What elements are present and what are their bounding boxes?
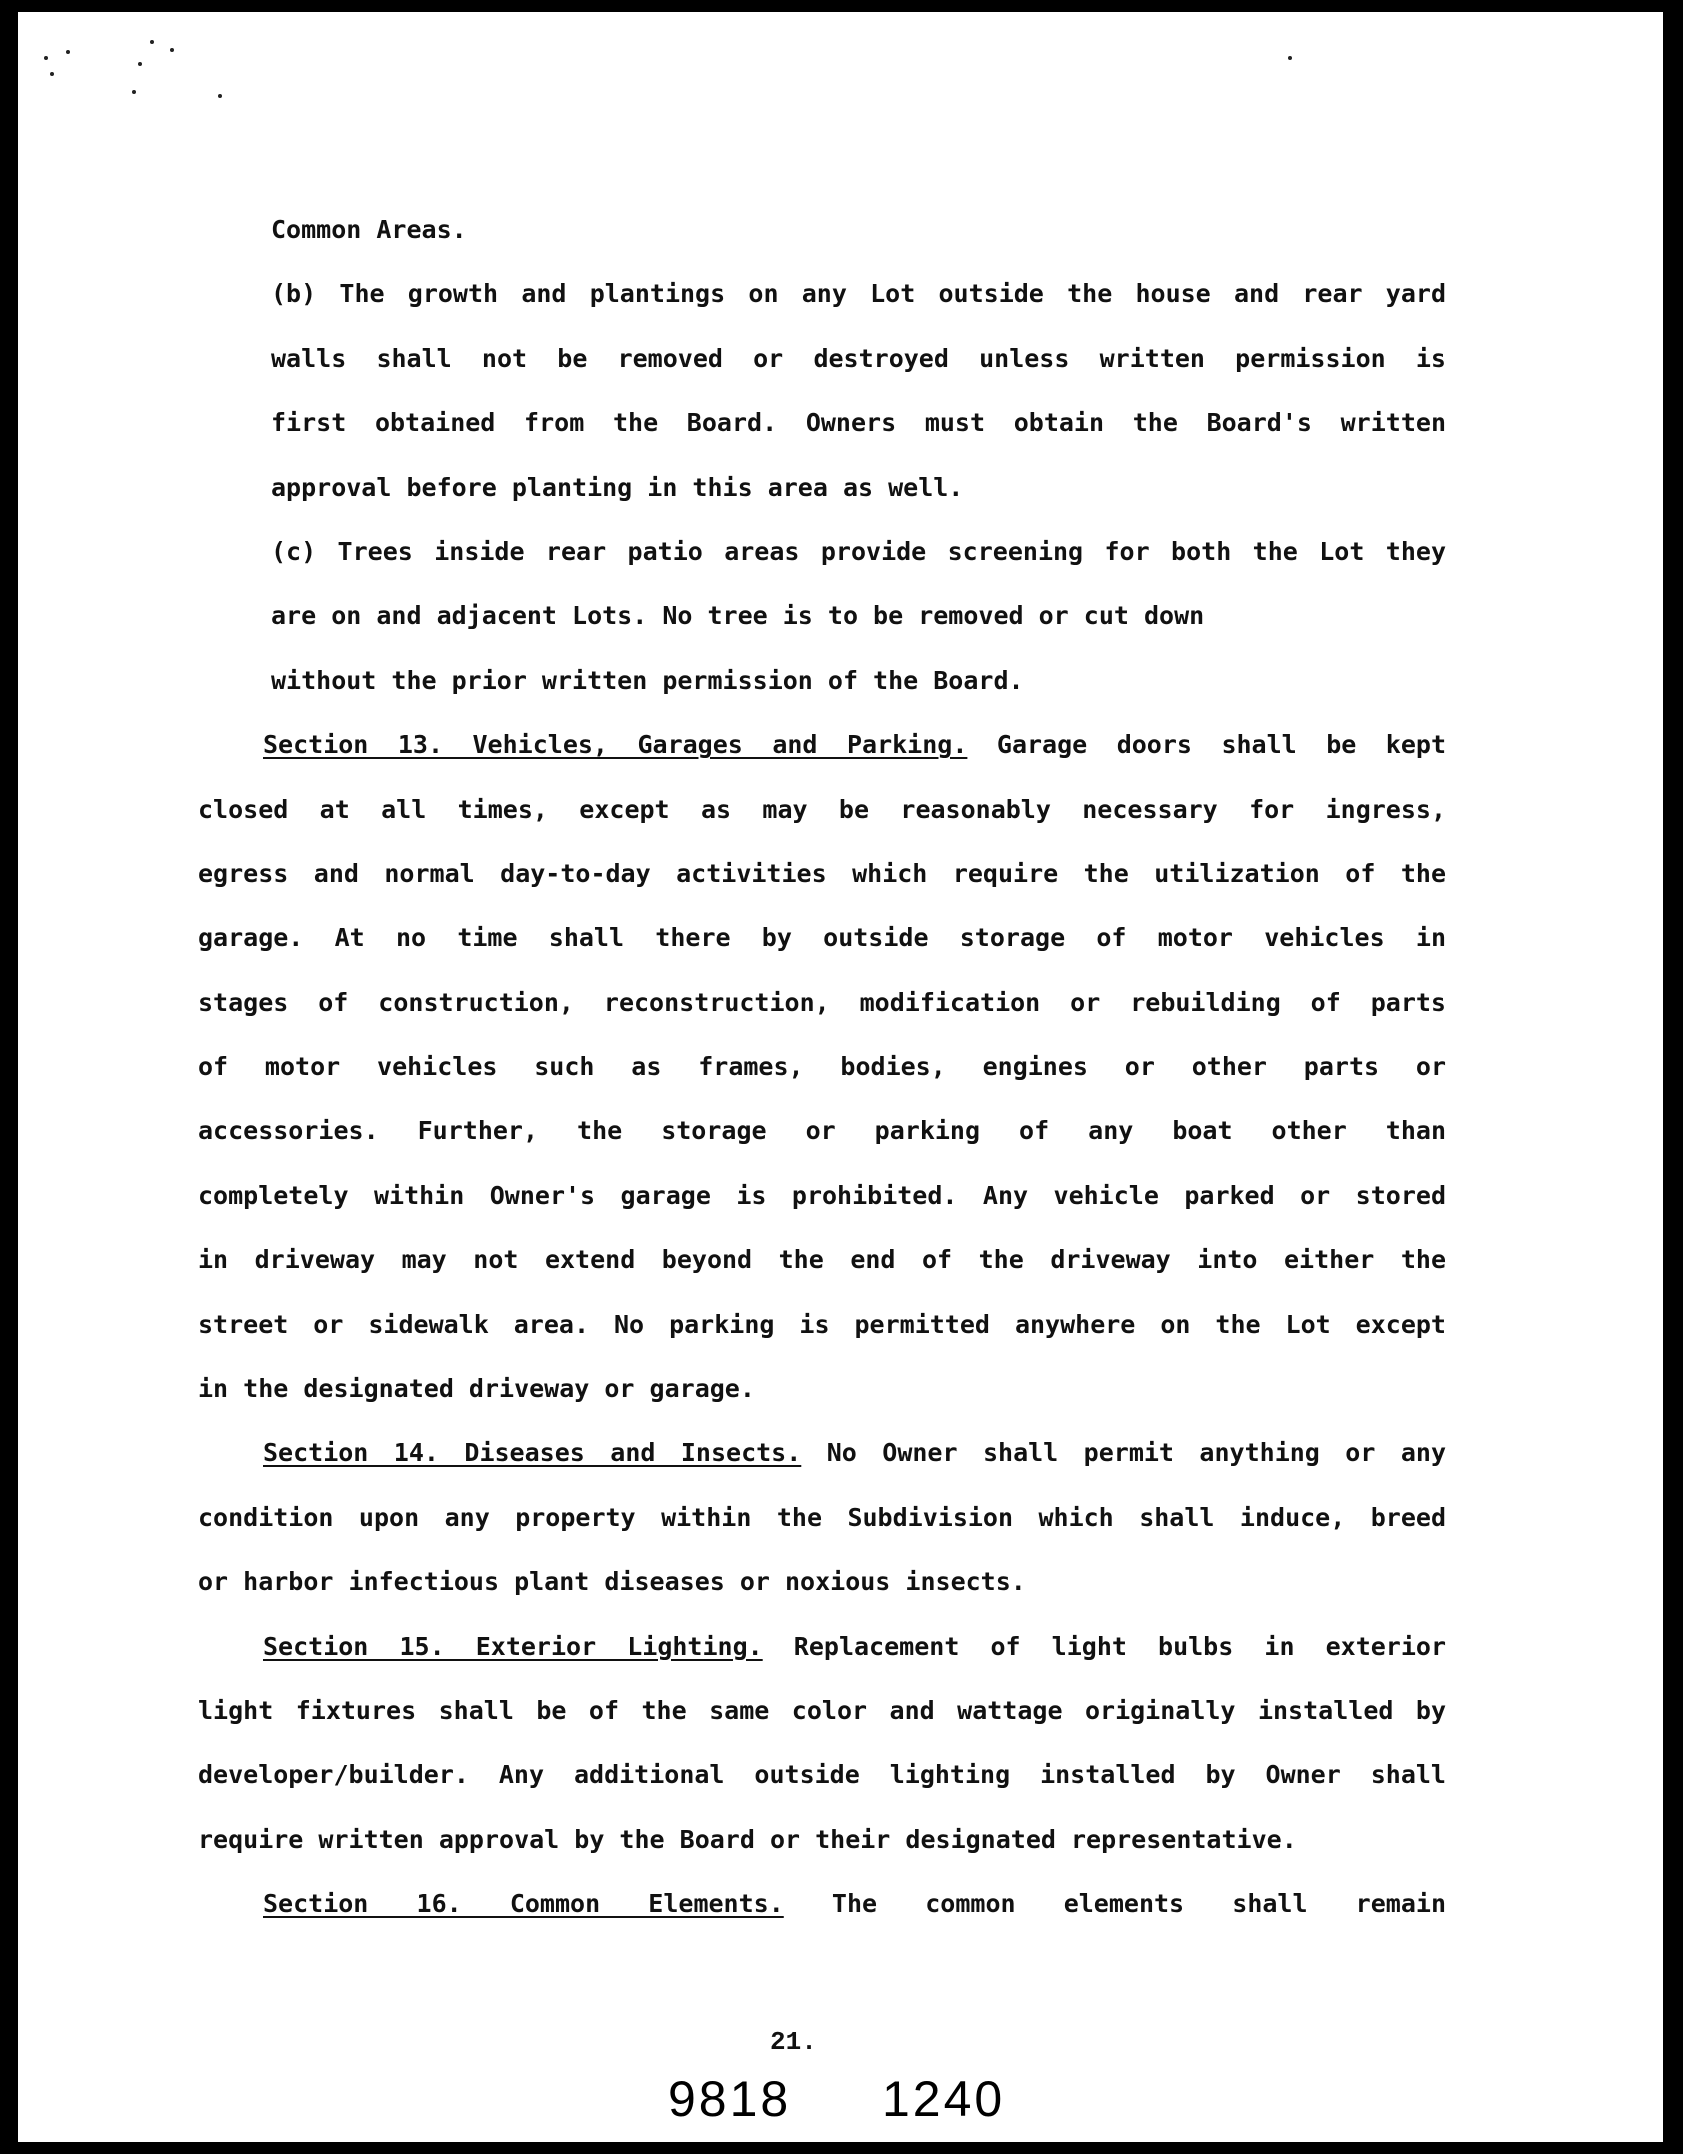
body-text: first obtained from the Board. Owners must obtain the Board's written [271, 408, 1446, 438]
body-text: egress and normal day-to-day activities which require the utilization of the [198, 858, 1446, 888]
handwritten-book-number: 9818 [668, 2071, 792, 2127]
text-line [198, 1550, 1446, 1614]
scan-speck [1288, 56, 1292, 60]
text-line [271, 327, 1446, 391]
body-text: or harbor infectious plant diseases or noxious insects. [198, 1567, 1026, 1597]
text-line [263, 1615, 1446, 1679]
body-text: developer/builder. Any additional outside lighting installed by Owner shall [198, 1760, 1446, 1790]
body-text: (b) The growth and plantings on any Lot outside the house and rear yard [271, 279, 1446, 309]
text-line [271, 649, 1446, 713]
body-text: in the designated driveway or garage. [198, 1374, 755, 1404]
scan-speck [218, 94, 222, 98]
text-line [198, 1293, 1446, 1357]
body-text: without the prior written permission of the Board. [271, 665, 1024, 695]
text-line [198, 1679, 1446, 1743]
section-heading: Section 13. Vehicles, Garages and Parking. [263, 730, 968, 760]
body-text: light fixtures shall be of the same color and wattage originally installed by [198, 1695, 1446, 1725]
text-line [271, 391, 1446, 455]
text-line [271, 584, 1446, 648]
body-text: The common elements shall remain [783, 1889, 1446, 1919]
text-line [198, 906, 1446, 970]
scan-speck [66, 50, 70, 54]
text-line [198, 1228, 1446, 1292]
body-text: of motor vehicles such as frames, bodies, engines or other parts or [198, 1052, 1446, 1082]
body-text: accessories. Further, the storage or parking of any boat other than [198, 1116, 1446, 1146]
document-page [198, 198, 1446, 1937]
body-text: stages of construction, reconstruction, modification or rebuilding of parts [198, 987, 1446, 1017]
text-line [198, 778, 1446, 842]
text-line [198, 1743, 1446, 1807]
text-line [198, 842, 1446, 906]
body-text: No Owner shall permit anything or any [801, 1438, 1446, 1468]
text-line [198, 1486, 1446, 1550]
text-line [198, 1035, 1446, 1099]
text-line [198, 1808, 1446, 1872]
body-text: garage. At no time shall there by outside storage of motor vehicles in [198, 923, 1446, 953]
scan-speck [138, 62, 142, 66]
text-line [198, 971, 1446, 1035]
text-line [263, 713, 1446, 777]
body-text: condition upon any property within the Subdivision which shall induce, breed [198, 1502, 1446, 1532]
scan-speck [44, 56, 48, 60]
body-text: in driveway may not extend beyond the end of the driveway into either the [198, 1245, 1446, 1275]
scan-speck [150, 40, 154, 44]
page-number: 21. [770, 2027, 817, 2057]
text-line [271, 198, 1446, 262]
text-line [263, 1872, 1446, 1936]
section-heading: Section 16. Common Elements. [263, 1889, 784, 1919]
handwritten-page-number: 1240 [882, 2071, 1006, 2127]
section-heading: Section 14. Diseases and Insects. [263, 1438, 802, 1468]
scan-speck [132, 90, 136, 94]
scan-speck [50, 72, 54, 76]
body-text: Common Areas. [271, 215, 467, 244]
section-heading: Section 15. Exterior Lighting. [263, 1631, 763, 1661]
body-text: completely within Owner's garage is prohibited. Any vehicle parked or stored [198, 1180, 1446, 1210]
body-text: (c) Trees inside rear patio areas provide screening for both the Lot they [271, 536, 1446, 566]
text-line [271, 262, 1446, 326]
text-line [271, 520, 1446, 584]
text-line [198, 1357, 1446, 1421]
body-text: Garage doors shall be kept [967, 730, 1447, 760]
body-text: closed at all times, except as may be reasonably necessary for ingress, [198, 794, 1446, 824]
body-text: approval before planting in this area as well. [271, 472, 964, 502]
body-text: street or sidewalk area. No parking is permitted anywhere on the Lot except [198, 1309, 1446, 1339]
body-text: walls shall not be removed or destroyed unless written permission is [271, 343, 1446, 373]
body-text: are on and adjacent Lots. No tree is to be removed or cut down [271, 601, 1205, 631]
text-line [263, 1421, 1446, 1485]
body-text: Replacement of light bulbs in exterior [762, 1631, 1447, 1661]
text-line [198, 1164, 1446, 1228]
text-line [271, 456, 1446, 520]
scan-speck [170, 48, 174, 52]
text-line [198, 1099, 1446, 1163]
body-text: require written approval by the Board or their designated representative. [198, 1824, 1297, 1854]
